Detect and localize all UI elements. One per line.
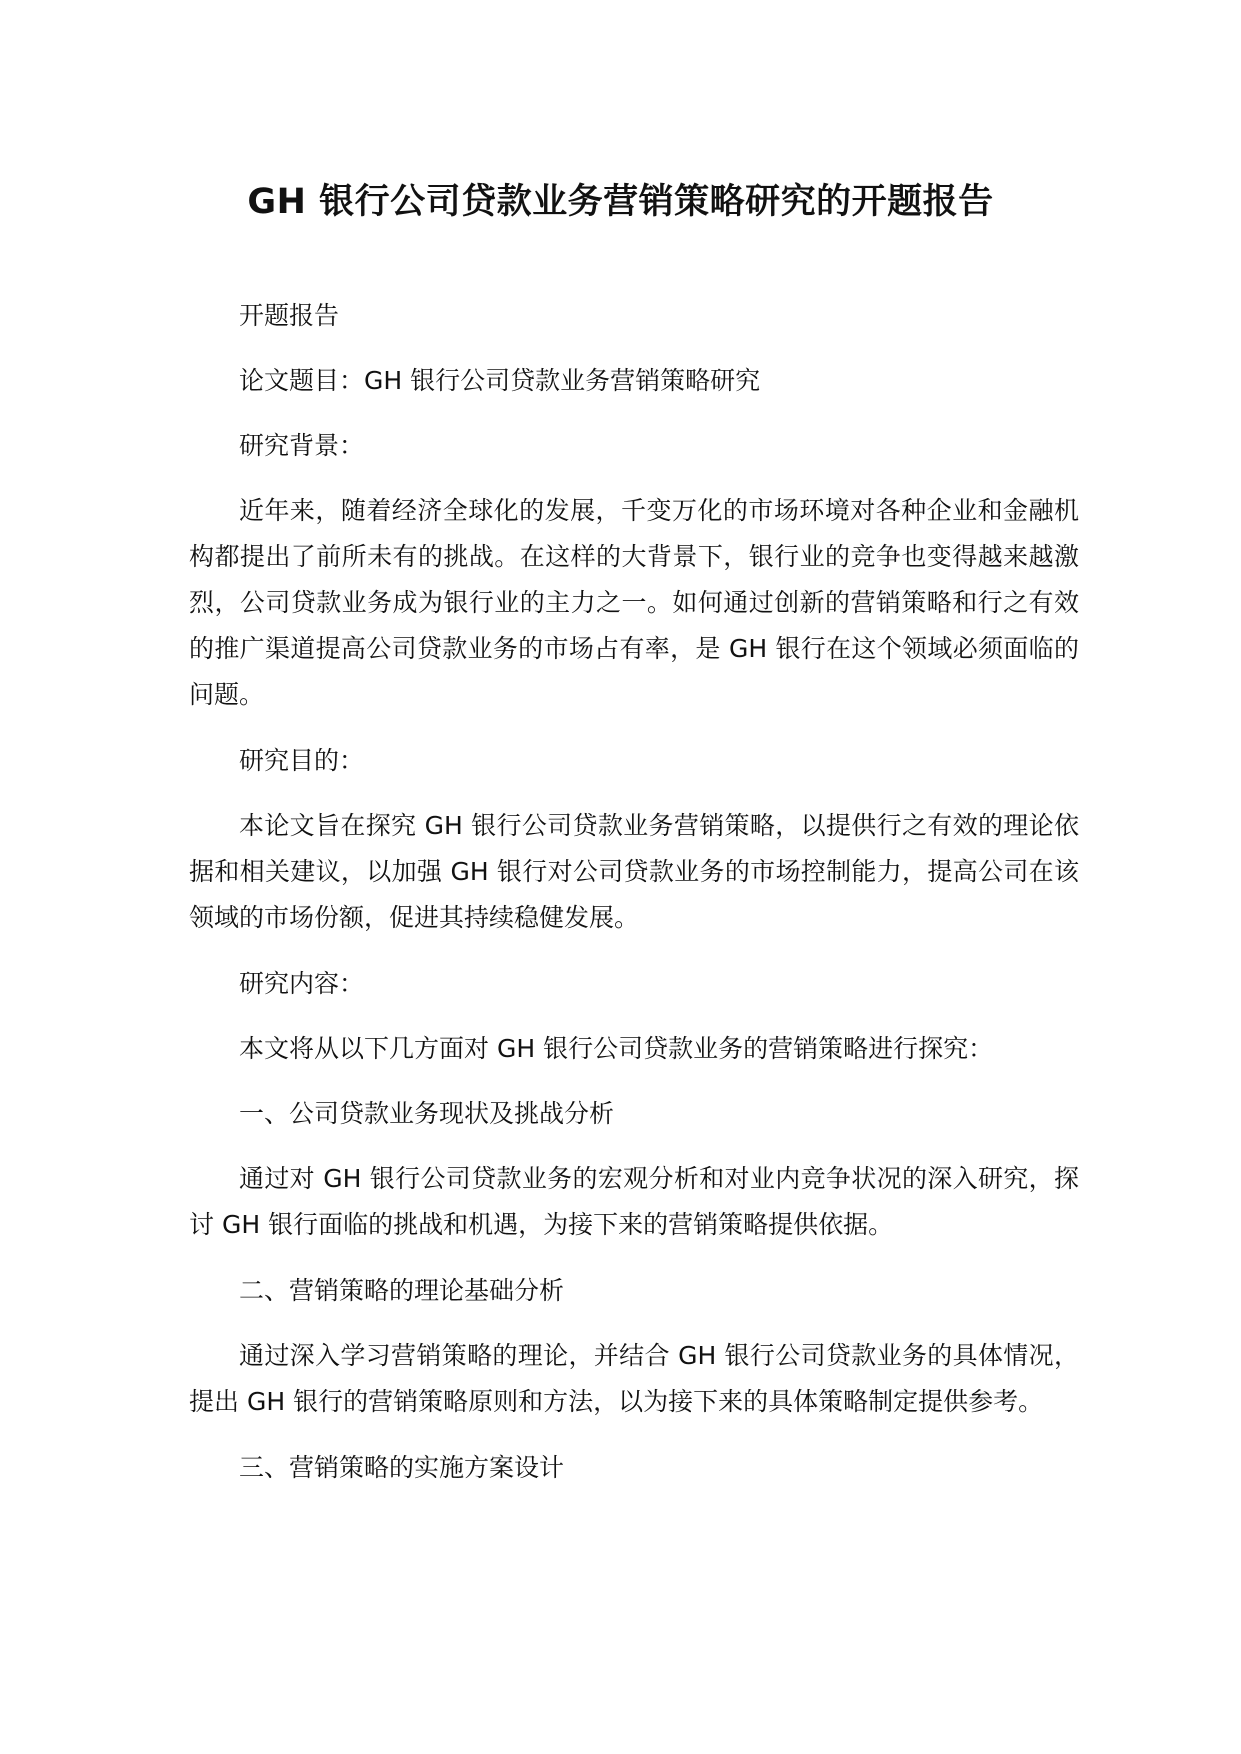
paragraph-research-background: 近年来，随着经济全球化的发展，千变万化的市场环境对各种企业和金融机构都提出了前所未有的挑战。在这样的大背景下，银行业的竞争也变得越来越激烈，公司贷款业务成为银行业的主力之一。如何通过创新的营销策略和行之有效的推广渠道提高公司贷款业务的市场占有率，是 GH 银行在这个领域必须面临的问题。: [189, 496, 1079, 709]
heading-research-background: 研究背景：: [239, 431, 365, 460]
document-body: [189, 293, 1079, 1510]
paragraph-thesis-title: 论文题目：GH 银行公司贷款业务营销策略研究: [239, 366, 761, 395]
paragraph-report-label: 开题报告: [239, 301, 340, 330]
document-title: GH 银行公司贷款业务营销策略研究的开题报告: [247, 182, 994, 222]
heading-section-2: 二、营销策略的理论基础分析: [239, 1276, 565, 1305]
paragraph-section-2: 通过深入学习营销策略的理论，并结合 GH 银行公司贷款业务的具体情况，提出 GH 银行的营销策略原则和方法，以为接下来的具体策略制定提供参考。: [189, 1341, 1079, 1416]
heading-section-1: 一、公司贷款业务现状及挑战分析: [239, 1099, 615, 1128]
paragraph-research-purpose: 本论文旨在探究 GH 银行公司贷款业务营销策略，以提供行之有效的理论依据和相关建议，以加强 GH 银行对公司贷款业务的市场控制能力，提高公司在该领域的市场份额，促进其持续稳健发展。: [189, 811, 1079, 932]
paragraph-section-1: 通过对 GH 银行公司贷款业务的宏观分析和对业内竞争状况的深入研究，探讨 GH 银行面临的挑战和机遇，为接下来的营销策略提供依据。: [189, 1164, 1079, 1239]
heading-research-purpose: 研究目的：: [239, 746, 365, 775]
paragraph-research-content-intro: 本文将从以下几方面对 GH 银行公司贷款业务的营销策略进行探究：: [239, 1034, 994, 1063]
heading-section-3: 三、营销策略的实施方案设计: [239, 1453, 565, 1482]
heading-research-content: 研究内容：: [239, 969, 365, 998]
